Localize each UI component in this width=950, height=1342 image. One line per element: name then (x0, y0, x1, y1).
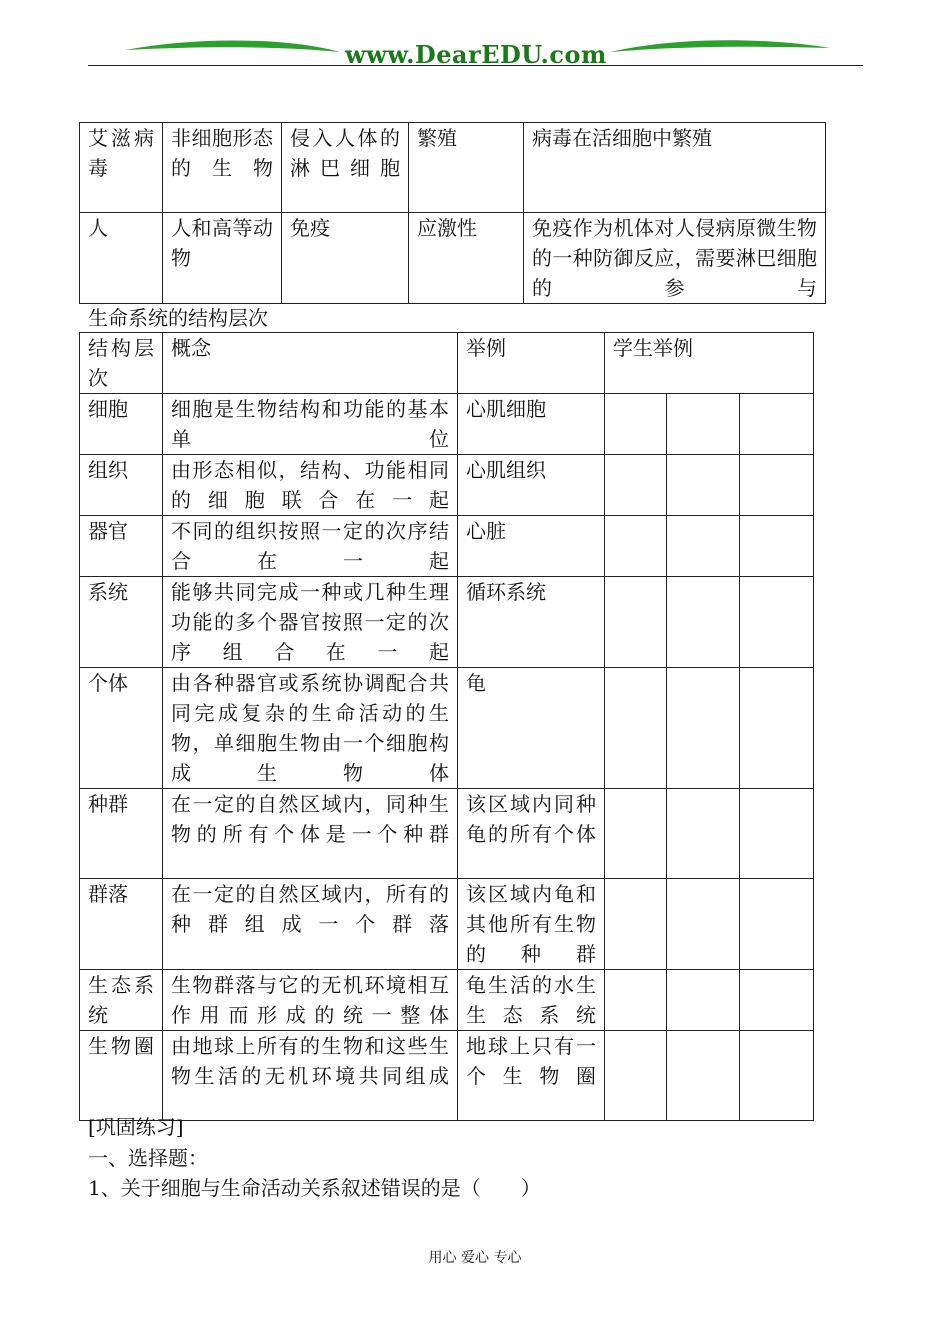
example-cell: 该区域内同种龟的所有个体 (458, 789, 605, 879)
concept-cell: 由形态相似，结构、功能相同的细胞联合在一起 (163, 455, 458, 516)
banner-swoosh-right (610, 40, 830, 52)
column-header: 学生举例 (605, 333, 814, 394)
header-rule (88, 65, 863, 66)
level-cell: 组织 (80, 455, 163, 516)
example-cell: 心肌组织 (458, 455, 605, 516)
table-cell: 繁殖 (409, 123, 524, 213)
concept-cell: 在一定的自然区域内，所有的种群组成一个群落 (163, 879, 458, 970)
student-example-cell[interactable] (667, 970, 740, 1031)
concept-cell: 在一定的自然区域内，同种生物的所有个体是一个种群 (163, 789, 458, 879)
table-cell: 侵入人体的淋巴细胞 (282, 123, 409, 213)
table-cell: 免疫作为机体对人侵病原微生物的一种防御反应，需要淋巴细胞的参与 (524, 213, 826, 304)
level-cell: 种群 (80, 789, 163, 879)
question-1: 1、关于细胞与生命活动关系叙述错误的是（ ） (88, 1176, 541, 1200)
level-cell: 细胞 (80, 394, 163, 455)
student-example-cell[interactable] (667, 455, 740, 516)
student-example-cell[interactable] (740, 668, 814, 789)
table-row (80, 1031, 814, 1121)
column-header: 举例 (458, 333, 605, 394)
concept-cell: 由各种器官或系统协调配合共同完成复杂的生命活动的生物，单细胞生物由一个细胞构成生物体 (163, 668, 458, 789)
example-cell: 心脏 (458, 516, 605, 577)
example-cell: 心肌细胞 (458, 394, 605, 455)
table-cell: 应激性 (409, 213, 524, 304)
student-example-cell[interactable] (667, 577, 740, 668)
table-row (80, 789, 814, 879)
level-cell: 群落 (80, 879, 163, 970)
student-example-cell[interactable] (605, 789, 667, 879)
student-example-cell[interactable] (605, 394, 667, 455)
level-cell: 生态系统 (80, 970, 163, 1031)
table-row (80, 879, 814, 970)
section-title: 生命系统的结构层次 (88, 306, 268, 330)
student-example-cell[interactable] (605, 1031, 667, 1121)
student-example-cell[interactable] (740, 970, 814, 1031)
concept-cell: 不同的组织按照一定的次序结合在一起 (163, 516, 458, 577)
student-example-cell[interactable] (740, 577, 814, 668)
concept-cell: 由地球上所有的生物和这些生物生活的无机环境共同组成 (163, 1031, 458, 1121)
student-example-cell[interactable] (605, 577, 667, 668)
example-cell: 循环系统 (458, 577, 605, 668)
student-example-cell[interactable] (740, 455, 814, 516)
table-row (80, 970, 814, 1031)
student-example-cell[interactable] (605, 879, 667, 970)
table-cell: 艾滋病毒 (80, 123, 163, 213)
student-example-cell[interactable] (667, 516, 740, 577)
practice-heading: [巩固练习] (88, 1115, 184, 1139)
table-row (80, 455, 814, 516)
student-example-cell[interactable] (667, 1031, 740, 1121)
column-header: 概念 (163, 333, 458, 394)
concept-cell: 生物群落与它的无机环境相互作用而形成的统一整体 (163, 970, 458, 1031)
student-example-cell[interactable] (740, 516, 814, 577)
example-cell: 龟 (458, 668, 605, 789)
table-row (80, 577, 814, 668)
student-example-cell[interactable] (605, 970, 667, 1031)
page-footer: 用心 爱心 专心 (428, 1250, 522, 1266)
site-name[interactable]: www.DearEDU.com (345, 40, 607, 69)
student-example-cell[interactable] (667, 879, 740, 970)
table-cell: 病毒在活细胞中繁殖 (524, 123, 826, 213)
example-cell: 地球上只有一个生物圈 (458, 1031, 605, 1121)
table-cell: 非细胞形态的生物 (163, 123, 282, 213)
table-header-row (80, 333, 814, 394)
concept-cell: 细胞是生物结构和功能的基本单位 (163, 394, 458, 455)
student-example-cell[interactable] (605, 455, 667, 516)
table-row (80, 213, 826, 304)
table-row (80, 516, 814, 577)
example-cell: 龟生活的水生生态系统 (458, 970, 605, 1031)
life-system-table (79, 332, 814, 1121)
organism-table (79, 122, 826, 304)
table-row (80, 668, 814, 789)
table-row (80, 394, 814, 455)
student-example-cell[interactable] (667, 789, 740, 879)
student-example-cell[interactable] (605, 668, 667, 789)
table-cell: 人和高等动物 (163, 213, 282, 304)
table-cell: 免疫 (282, 213, 409, 304)
student-example-cell[interactable] (740, 1031, 814, 1121)
student-example-cell[interactable] (740, 394, 814, 455)
column-header: 结构层次 (80, 333, 163, 394)
student-example-cell[interactable] (740, 789, 814, 879)
banner-swoosh-left (125, 40, 340, 52)
example-cell: 该区域内龟和其他所有生物的种群 (458, 879, 605, 970)
table-cell: 人 (80, 213, 163, 304)
student-example-cell[interactable] (667, 394, 740, 455)
level-cell: 系统 (80, 577, 163, 668)
table-row (80, 123, 826, 213)
concept-cell: 能够共同完成一种或几种生理功能的多个器官按照一定的次序组合在一起 (163, 577, 458, 668)
level-cell: 生物圈 (80, 1031, 163, 1121)
level-cell: 个体 (80, 668, 163, 789)
student-example-cell[interactable] (740, 879, 814, 970)
student-example-cell[interactable] (667, 668, 740, 789)
section-heading: 一、选择题： (88, 1146, 208, 1170)
student-example-cell[interactable] (605, 516, 667, 577)
level-cell: 器官 (80, 516, 163, 577)
